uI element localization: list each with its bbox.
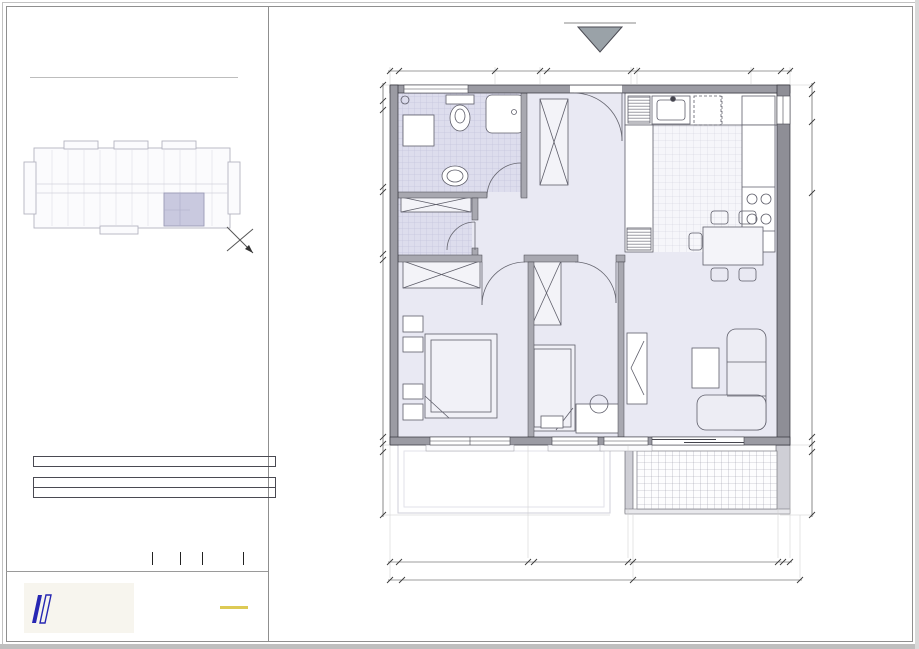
neighbour-loggia-outline — [398, 445, 610, 513]
entrance-opening — [570, 86, 622, 93]
dining-table — [703, 227, 763, 265]
hall-wardrobe — [540, 99, 568, 185]
entrance-marker-icon — [564, 23, 636, 52]
shower — [486, 95, 524, 133]
loggia-sliding-door — [652, 437, 744, 445]
tv-cabinet — [627, 333, 647, 404]
desk — [576, 404, 623, 433]
sink — [442, 166, 468, 186]
coffee-table — [692, 348, 719, 388]
washing-machine — [403, 115, 434, 146]
loggia — [625, 445, 790, 514]
storage-wardrobe — [401, 197, 471, 212]
toilet-tank — [446, 95, 474, 104]
